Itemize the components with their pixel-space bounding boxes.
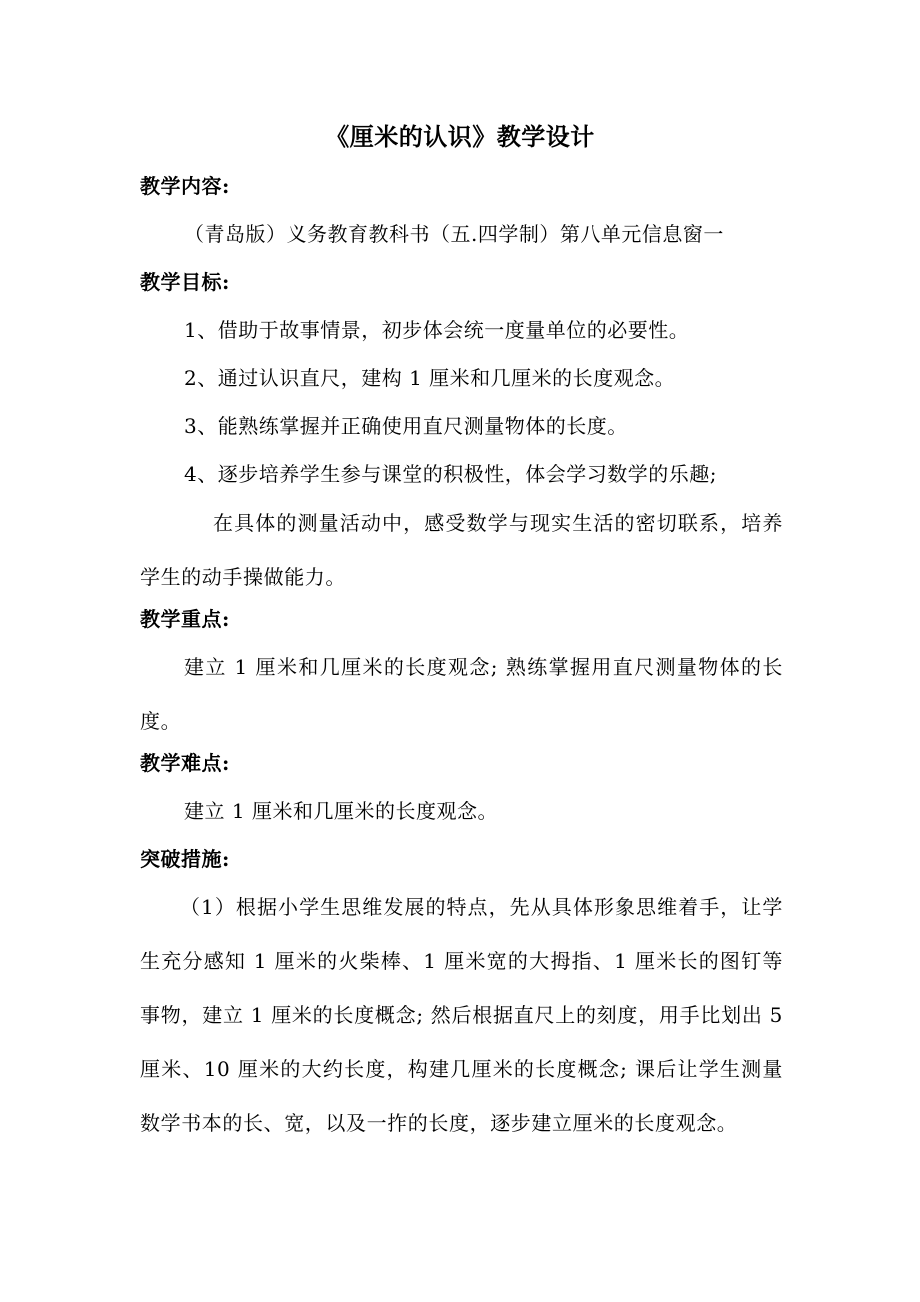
objective-item-2: 2、通过认识直尺，建构 1 厘米和几厘米的长度观念。 (184, 366, 676, 390)
objectives-heading: 教学目标: (140, 270, 230, 294)
objective-item-1: 1、借助于故事情景，初步体会统一度量单位的必要性。 (184, 318, 690, 342)
document-title: 《厘米的认识》教学设计 (325, 122, 595, 151)
difficulties-text: 建立 1 厘米和几厘米的长度观念。 (184, 799, 498, 823)
objective-extra-paragraph: 在具体的测量活动中，感受数学与现实生活的密切联系，培养学生的动手操做能力。 (140, 511, 783, 589)
key-points-heading: 教学重点: (140, 607, 230, 631)
measures-heading: 突破措施: (140, 847, 230, 871)
key-points-paragraph: 建立 1 厘米和几厘米的长度观念; 熟练掌握用直尺测量物体的长度。 (140, 655, 783, 733)
measures-paragraph: （1）根据小学生思维发展的特点，先从具体形象思维着手，让学生充分感知 1 厘米的火柴棒、1 厘米宽的大拇指、1 厘米长的图钉等事物，建立 1 厘米的长度概念; 然后根据直尺上的刻度，用手比划出 5 厘米、10 厘米的大约长度，构建几厘米的长度概念; 课后让学生测量数学书本的长、宽，以及一拃的长度，逐步建立厘米的长度观念。 (140, 895, 783, 1135)
objective-item-3: 3、能熟练掌握并正确使用直尺测量物体的长度。 (184, 414, 628, 438)
difficulties-heading: 教学难点: (140, 751, 230, 775)
content-text: （青岛版）义务教育教科书（五.四学制）第八单元信息窗一 (184, 222, 724, 246)
objective-item-4: 4、逐步培养学生参与课堂的积极性，体会学习数学的乐趣; (184, 462, 717, 486)
content-heading: 教学内容: (140, 174, 230, 198)
